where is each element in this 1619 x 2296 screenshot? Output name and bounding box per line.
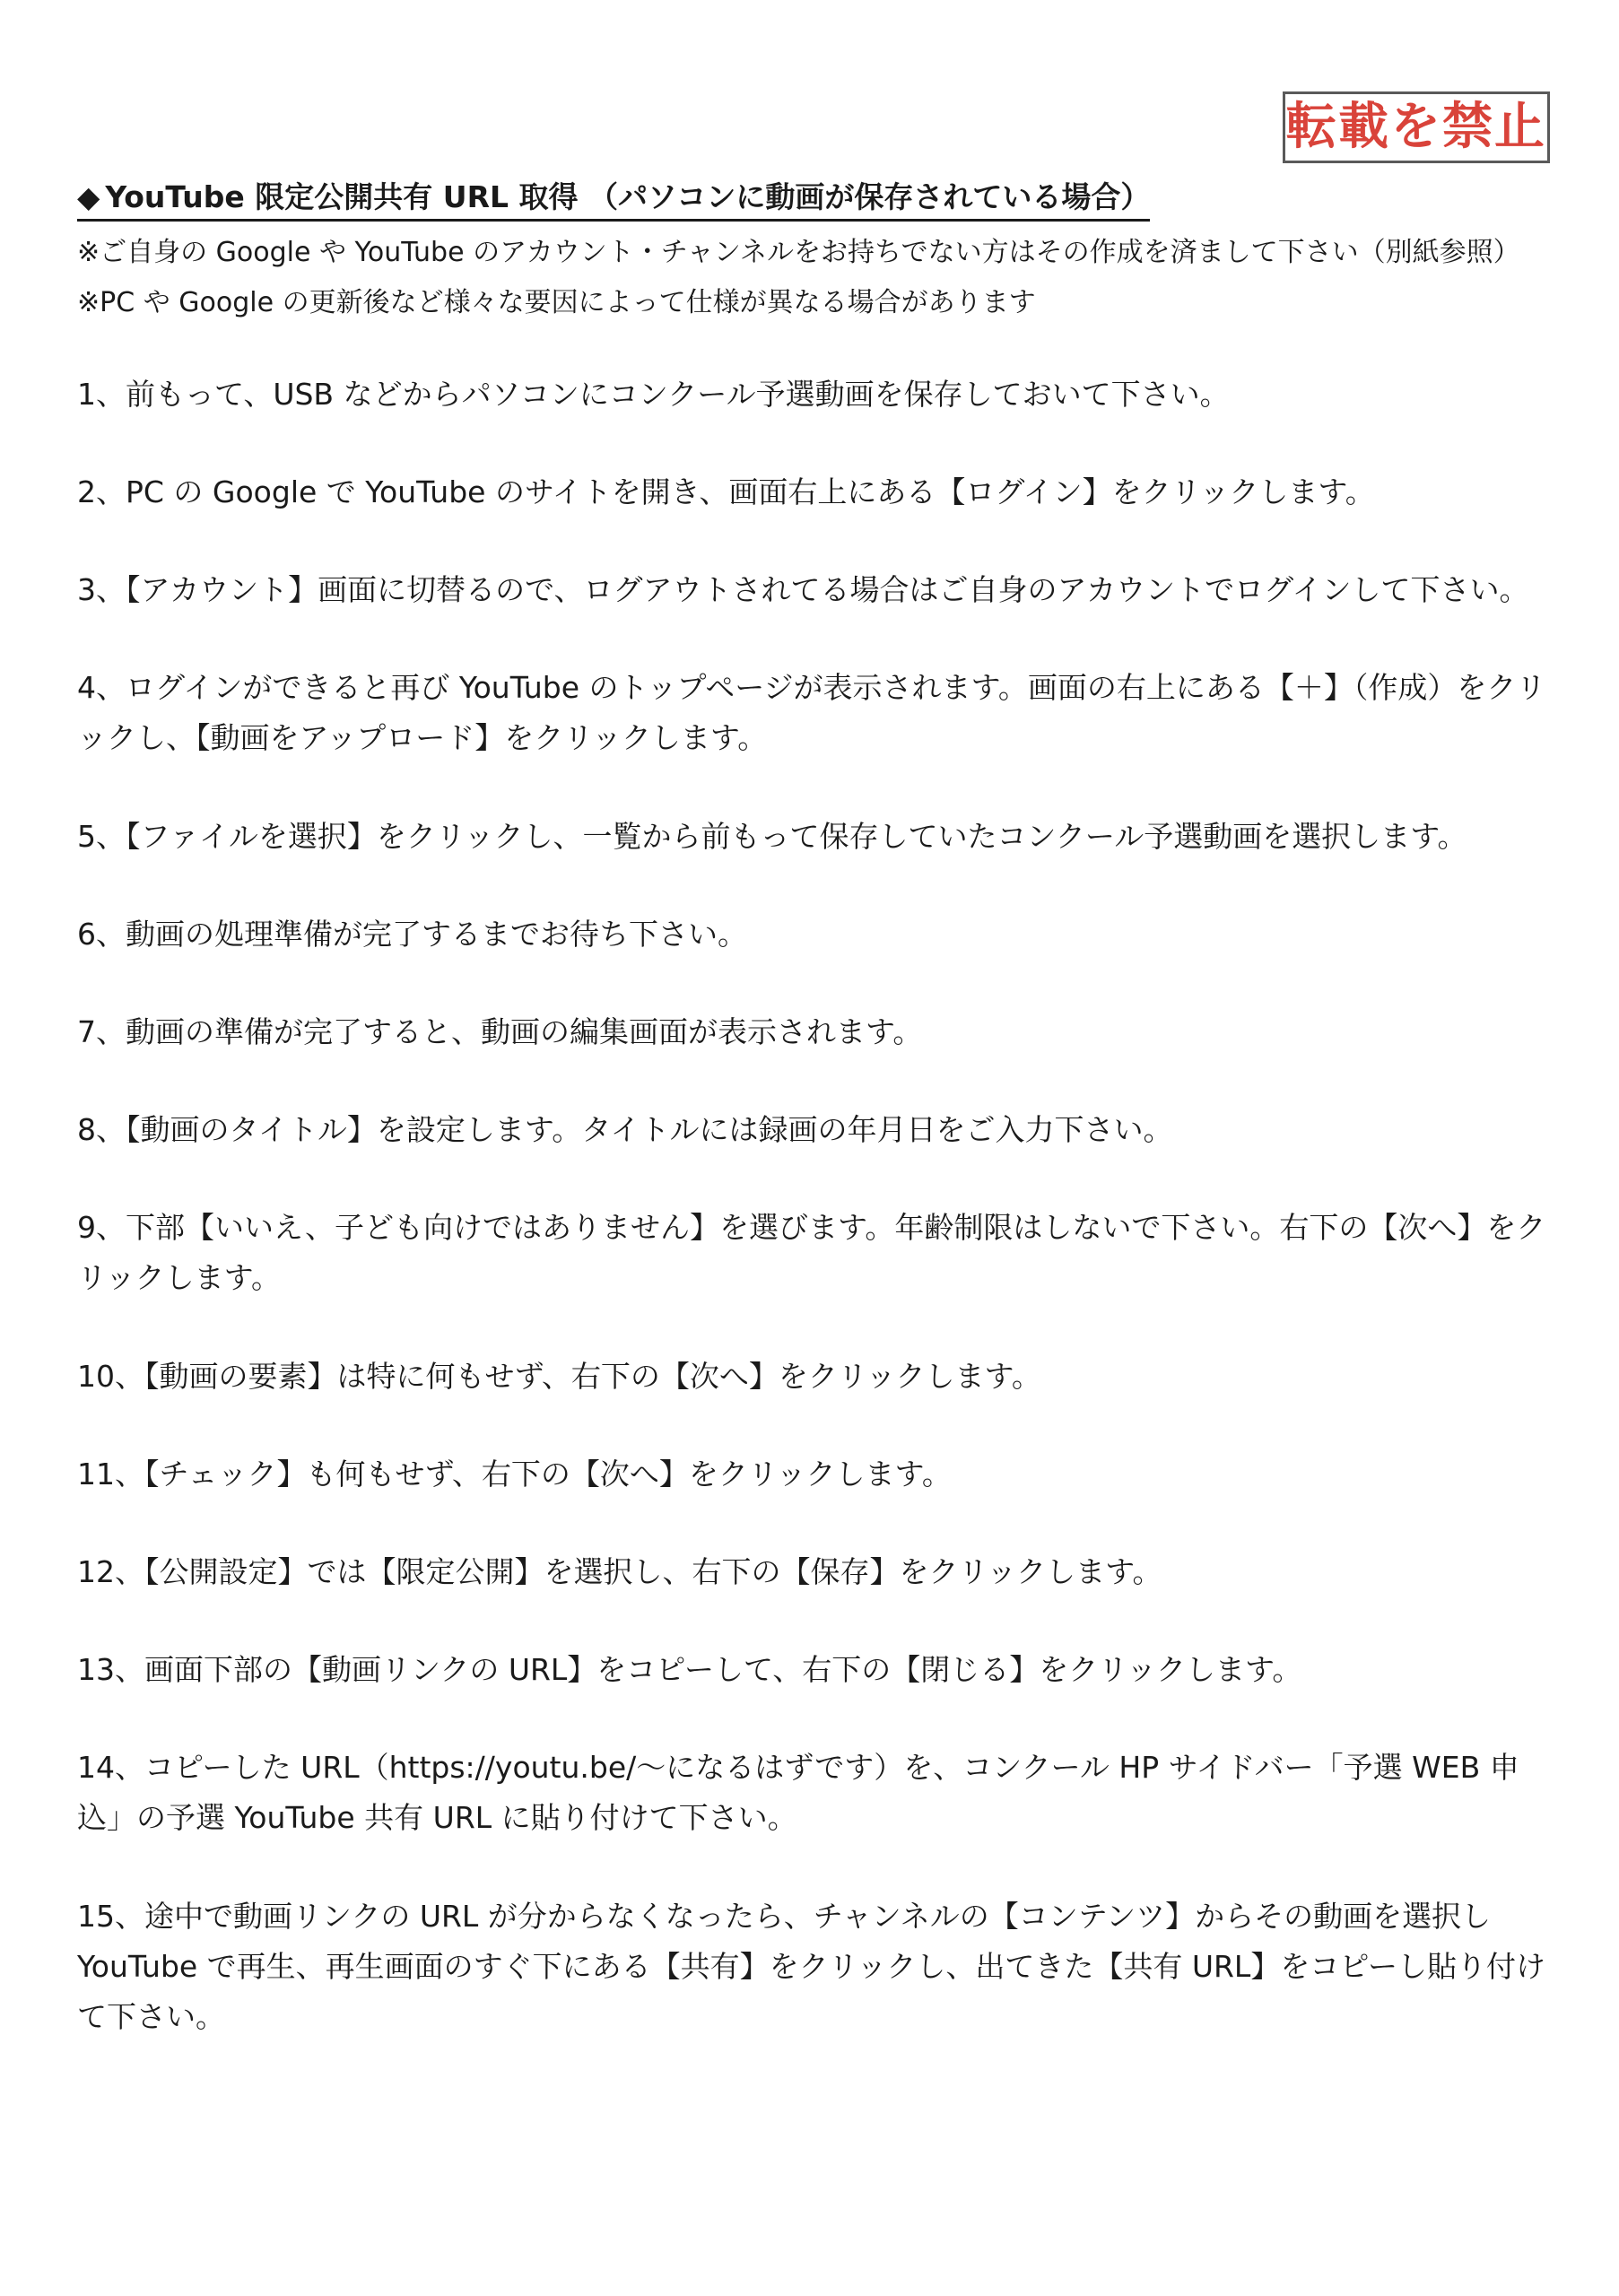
document-heading (77, 178, 1150, 222)
step-10: 10、【動画の要素】は特に何もせず、右下の【次へ】をクリックします。 (77, 1359, 1041, 1394)
step-7: 7、動画の準備が完了すると、動画の編集画面が表示されます。 (77, 1014, 923, 1049)
step-13: 13、画面下部の【動画リンクの URL】をコピーして、右下の【閉じる】をクリックします。 (77, 1652, 1302, 1687)
notes-block (77, 228, 1557, 328)
note-spec-change: ※PC や Google の更新後など様々な要因によって仕様が異なる場合があります (77, 287, 1036, 318)
note-account: ※ご自身の Google や YouTube のアカウント・チャンネルをお持ちでない方はその作成を済まして下さい（別紙参照） (77, 237, 1520, 268)
step-8: 8、【動画のタイトル】を設定します。タイトルには録画の年月日をご入力下さい。 (77, 1112, 1173, 1147)
step-2: 2、PC の Google で YouTube のサイトを開き、画面右上にある【ログイン】をクリックします。 (77, 474, 1375, 509)
diamond-bullet-icon: ◆ (77, 179, 100, 214)
step-9: 9、下部【いいえ、子ども向けではありません】を選びます。年齢制限はしないで下さい。右下の【次へ】をクリックします。 (77, 1210, 1546, 1295)
step-12: 12、【公開設定】では【限定公開】を選択し、右下の【保存】をクリックします。 (77, 1554, 1162, 1589)
step-6: 6、動画の処理準備が完了するまでお待ち下さい。 (77, 917, 747, 952)
step-3: 3、【アカウント】画面に切替るので、ログアウトされてる場合はご自身のアカウントでログインして下さい。 (77, 572, 1529, 607)
no-reprint-stamp: 転載を禁止 (1283, 91, 1550, 163)
step-4: 4、ログインができると再び YouTube のトップページが表示されます。画面の右上にある【＋】（作成）をクリックし、【動画をアップロード】をクリックします。 (77, 670, 1546, 755)
heading-text: YouTube 限定公開共有 URL 取得 （パソコンに動画が保存されている場合） (105, 179, 1151, 214)
step-1: 1、前もって、USB などからパソコンにコンクール予選動画を保存しておいて下さい。 (77, 377, 1230, 412)
steps-list (77, 370, 1557, 2042)
step-14: 14、コピーした URL（https://youtu.be/～になるはずです）を、コンクール HP サイドバー「予選 WEB 申込」の予選 YouTube 共有 URL に貼り付けて下さい。 (77, 1750, 1519, 1835)
step-5: 5、【ファイルを選択】をクリックし、一覧から前もって保存していたコンクール予選動画を選択します。 (77, 819, 1467, 854)
step-11: 11、【チェック】も何もせず、右下の【次へ】をクリックします。 (77, 1457, 952, 1492)
step-15: 15、途中で動画リンクの URL が分からなくなったら、チャンネルの【コンテンツ】からその動画を選択し YouTube で再生、再生画面のすぐ下にある【共有】をクリックし、出てきた【共有 URL】をコピーし貼り付けて下さい。 (77, 1899, 1545, 2034)
